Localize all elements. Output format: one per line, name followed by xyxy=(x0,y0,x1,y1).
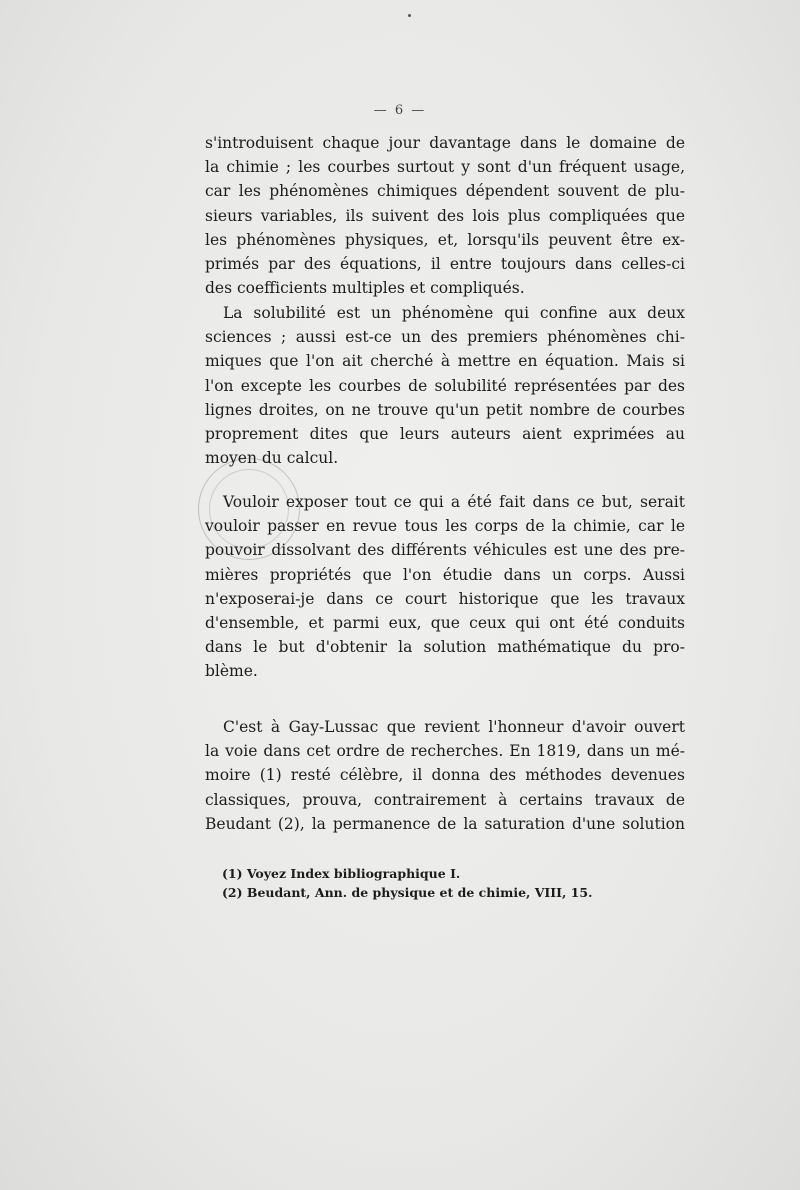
text-line: les phénomènes physiques, et, lorsqu'ils peuvent être ex- xyxy=(205,230,685,249)
paragraph-3 xyxy=(205,490,685,684)
text-line: La solubilité est un phénomène qui confine aux deux xyxy=(223,304,685,322)
text-line: proprement dites que leurs auteurs aient exprimées au xyxy=(205,425,685,444)
text-line: car les phénomènes chimiques dépendent souvent de plu- xyxy=(205,182,685,201)
text-line: moyen du calcul. xyxy=(205,449,339,468)
text-line: l'on excepte les courbes de solubilité représentées par des xyxy=(205,376,685,395)
footnote: (1) Voyez Index bibliographique I. xyxy=(222,866,461,881)
text-line: vouloir passer en revue tous les corps de la chimie, car le xyxy=(205,517,685,536)
text-line: sieurs variables, ils suivent des lois plus compliquées que xyxy=(205,206,685,225)
footnote: (2) Beudant, Ann. de physique et de chimie, VIII, 15. xyxy=(222,885,593,900)
paragraph-1 xyxy=(205,131,685,300)
text-line: classiques, prouva, contrairement à certains travaux de xyxy=(205,790,685,809)
text-line: moire (1) resté célèbre, il donna des méthodes devenues xyxy=(205,766,685,785)
text-line: dans le but d'obtenir la solution mathématique du pro- xyxy=(205,638,685,657)
page-number: — 6 — xyxy=(373,103,427,118)
text-line: miques que l'on ait cherché à mettre en équation. Mais si xyxy=(205,352,685,371)
paper-speck xyxy=(408,14,411,17)
text-line: C'est à Gay-Lussac que revient l'honneur d'avoir ouvert xyxy=(223,718,685,736)
text-line: Vouloir exposer tout ce qui a été fait dans ce but, serait xyxy=(223,493,685,511)
text-line: des coefficients multiples et compliqués. xyxy=(205,279,525,298)
text-line: lignes droites, on ne trouve qu'un petit nombre de courbes xyxy=(205,400,685,419)
text-line: mières propriétés que l'on étudie dans un corps. Aussi xyxy=(205,565,685,584)
text-line: la voie dans cet ordre de recherches. En 1819, dans un mé- xyxy=(205,742,685,761)
text-line: d'ensemble, et parmi eux, que ceux qui ont été conduits xyxy=(205,614,685,633)
text-line: primés par des équations, il entre toujours dans celles-ci xyxy=(205,255,685,274)
text-line: n'exposerai-je dans ce court historique que les travaux xyxy=(205,589,685,608)
text-line: s'introduisent chaque jour davantage dans le domaine de xyxy=(205,134,685,152)
paragraph-2 xyxy=(205,301,685,470)
text-line: pouvoir dissolvant des différents véhicules est une des pre- xyxy=(205,541,685,560)
text-line: la chimie ; les courbes surtout y sont d'un fréquent usage, xyxy=(205,158,685,177)
text-line: blème. xyxy=(205,662,258,681)
paragraph-4 xyxy=(205,715,685,836)
text-line: Beudant (2), la permanence de la saturation d'une solution xyxy=(205,814,685,833)
footnotes xyxy=(222,864,682,902)
text-line: sciences ; aussi est-ce un des premiers phénomènes chi- xyxy=(205,328,685,347)
